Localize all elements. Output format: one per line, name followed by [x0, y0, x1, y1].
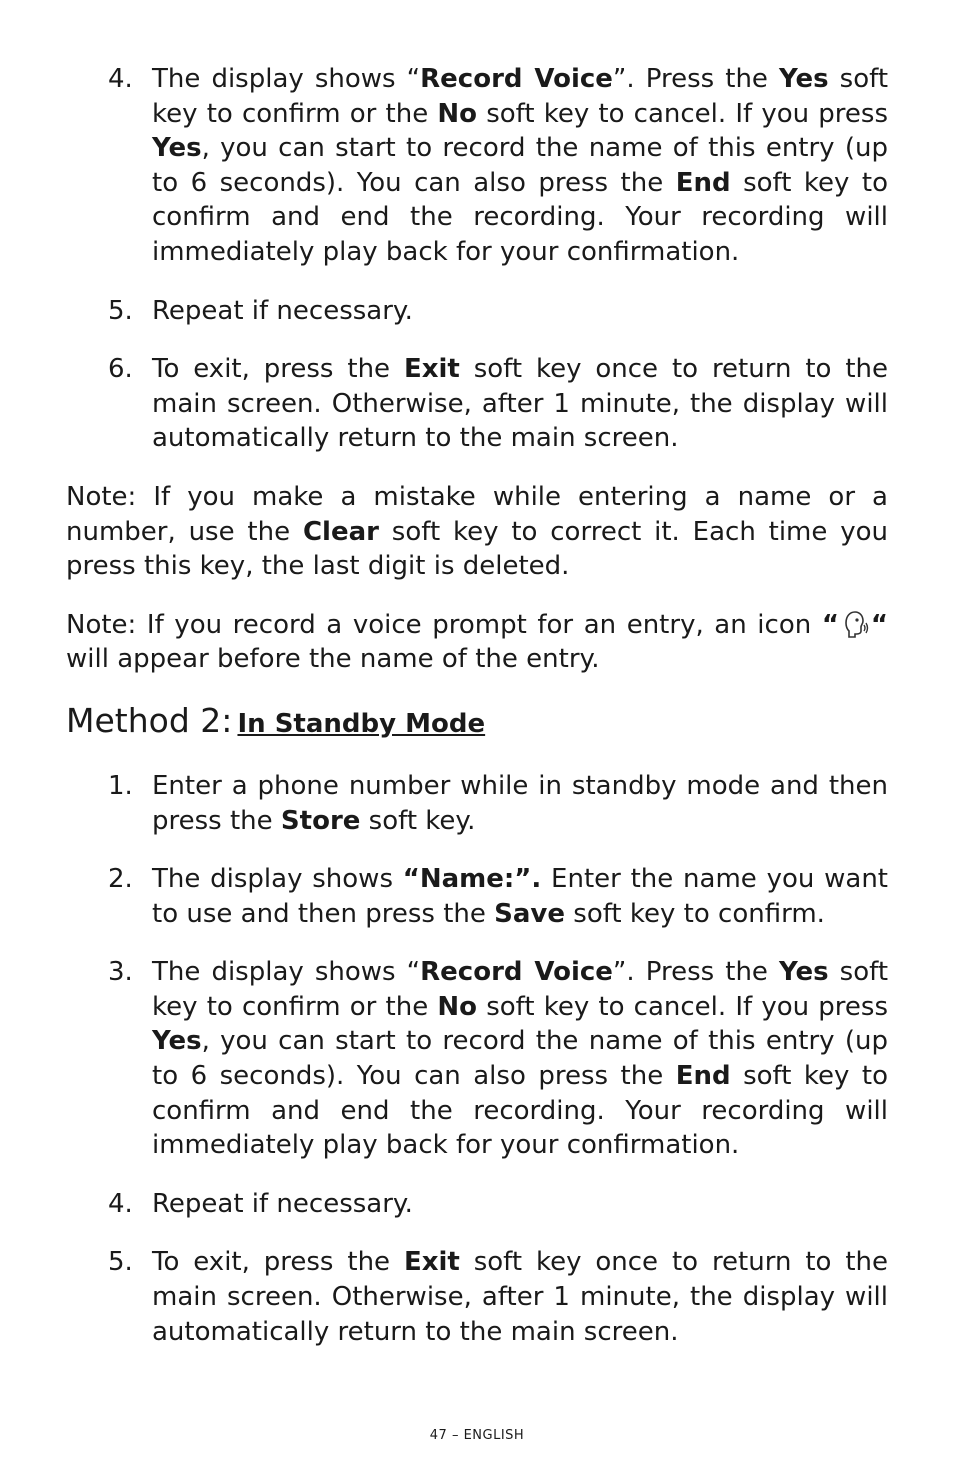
step-item: 2. The display shows “Name:”. Enter the name you want to use and then press the Save soft key to confirm.	[108, 864, 888, 929]
step-number: 1.	[108, 770, 133, 801]
step-number: 5.	[108, 1247, 133, 1278]
method-title: Method 2:	[66, 700, 233, 740]
step-item: 1. Enter a phone number while in standby mode and then press the Store soft key.	[108, 770, 888, 836]
section-heading	[66, 701, 888, 747]
step-number: 4.	[108, 1188, 133, 1219]
step-item: 5. To exit, press the Exit soft key once to return to the main screen. Otherwise, after 1 minute, the display will automatically return to the main screen.	[108, 1247, 888, 1347]
note-clear-key: Note: If you make a mistake while entering a name or a number, use the Clear soft key to correct it. Each time you press this key, the last digit is deleted.	[66, 481, 888, 582]
step-number: 4.	[108, 64, 133, 94]
step-number: 2.	[108, 864, 133, 895]
step-number: 3.	[108, 957, 133, 988]
step-item: 3. The display shows “Record Voice”. Press the Yes soft key to confirm or the No soft key to cancel. If you press Yes, you can start to record the name of this entry (up to 6 seconds). You can also press the End soft key to confirm and end the recording. Your recording will immediately play back for your confirmation.	[108, 957, 889, 1161]
note-voice-icon: Note: If you record a voice prompt for an entry, an icon “ “ will appear before the name of the entry.	[66, 609, 888, 675]
page-footer: 47 – ENGLISH	[429, 1428, 525, 1443]
step-item: 5. Repeat if necessary.	[152, 294, 888, 329]
page-content	[66, 62, 888, 1373]
step-item: 4. Repeat if necessary.	[152, 1187, 888, 1222]
voice-prompt-icon	[841, 609, 869, 639]
step-item: 6. To exit, press the Exit soft key once to return to the main screen. Otherwise, after 1 minute, the display will automatically return to the main screen.	[108, 354, 888, 454]
step-item: 4. The display shows “Record Voice”. Press the Yes soft key to confirm or the No soft key to cancel. If you press Yes, you can start to record the name of this entry (up to 6 seconds). You can also press the End soft key to confirm and end the recording. Your recording will immediately play back for your confirmation.	[108, 64, 889, 267]
method-subtitle: In Standby Mode	[237, 708, 486, 739]
step-number: 5.	[108, 295, 133, 326]
step-number: 6.	[108, 354, 133, 385]
